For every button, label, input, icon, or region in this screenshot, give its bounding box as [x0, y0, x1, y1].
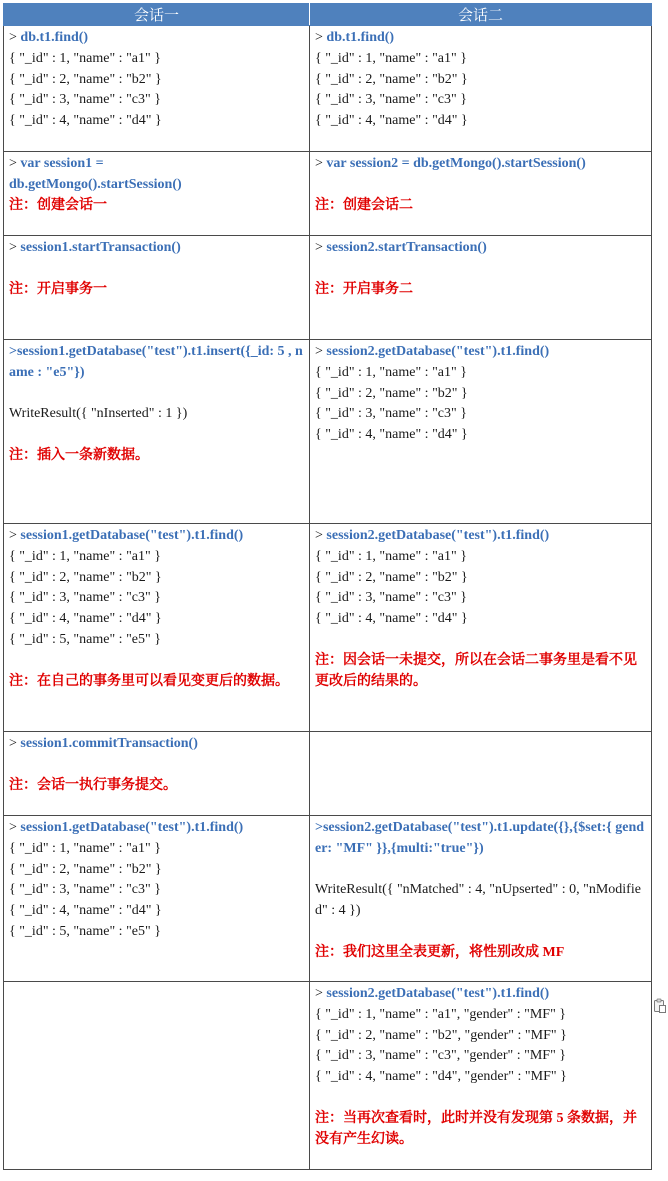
- output-line: { "_id" : 2, "name" : "b2" }: [315, 569, 468, 585]
- output-line: { "_id" : 1, "name" : "a1" }: [315, 50, 467, 66]
- note-text: 注：创建会话二: [315, 197, 413, 213]
- command-text: session1.getDatabase("test").t1.find(): [20, 820, 244, 835]
- command-text: db.t1.find(): [326, 30, 395, 45]
- note-text: 注：因会话一未提交，所以在会话二事务里是看不见更改后的结果的。: [315, 652, 637, 689]
- session-two-cell: [310, 816, 652, 982]
- session-two-cell: [310, 524, 652, 732]
- note-text: 注：会话一执行事务提交。: [9, 777, 177, 793]
- prompt-symbol: >: [9, 30, 21, 45]
- output-line: { "_id" : 4, "name" : "d4" }: [315, 611, 468, 627]
- session-one-cell: [4, 236, 310, 340]
- prompt-symbol: >: [9, 820, 21, 835]
- table-row: [4, 340, 652, 524]
- output-line: { "_id" : 3, "name" : "c3" }: [315, 92, 467, 108]
- output-line: { "_id" : 2, "name" : "b2" }: [315, 71, 468, 87]
- shell-command: [315, 238, 647, 259]
- session-two-cell: [310, 982, 652, 1170]
- blank-line: [315, 860, 647, 881]
- shell-command: db.getMongo().startSession(): [9, 176, 182, 192]
- table-row: [4, 236, 652, 340]
- output-line: { "_id" : 3, "name" : "c3" }: [315, 590, 467, 606]
- session-one-cell: [4, 816, 310, 982]
- prompt-symbol: >: [315, 986, 327, 1001]
- prompt-symbol: >: [315, 528, 327, 543]
- output-line: { "_id" : 2, "name" : "b2", "gender" : "MF" }: [315, 1027, 567, 1043]
- shell-command: [9, 154, 305, 175]
- table-row: [4, 982, 652, 1170]
- table-row: [4, 152, 652, 236]
- output-line: { "_id" : 1, "name" : "a1", "gender" : "MF" }: [315, 1006, 567, 1022]
- session-one-cell: [4, 524, 310, 732]
- note-text: 注：开启事务二: [315, 281, 413, 297]
- output-line: { "_id" : 1, "name" : "a1" }: [315, 548, 467, 564]
- output-line: { "_id" : 1, "name" : "a1" }: [9, 548, 161, 564]
- output-line: { "_id" : 4, "name" : "d4", "gender" : "MF" }: [315, 1069, 567, 1085]
- command-text: session2.getDatabase("test").t1.find(): [326, 528, 550, 543]
- command-text: session1.getDatabase("test").t1.find(): [20, 528, 244, 543]
- shell-command: [315, 526, 647, 547]
- command-text: session1.commitTransaction(): [20, 736, 198, 751]
- session-one-cell: [4, 26, 310, 152]
- output-line: { "_id" : 4, "name" : "d4" }: [315, 427, 468, 443]
- blank-line: [9, 259, 305, 280]
- output-line: WriteResult({ "nMatched" : 4, "nUpserted" : 0, "nModified" : 4 }): [315, 882, 641, 919]
- note-text: 注：当再次查看时，此时并没有发现第 5 条数据，并没有产生幻读。: [315, 1110, 637, 1147]
- output-line: { "_id" : 3, "name" : "c3" }: [9, 590, 161, 606]
- session-two-cell: [310, 340, 652, 524]
- output-line: { "_id" : 1, "name" : "a1" }: [315, 364, 467, 380]
- session-two-cell: [310, 26, 652, 152]
- blank-line: [315, 922, 647, 943]
- output-line: { "_id" : 3, "name" : "c3" }: [315, 406, 467, 422]
- output-line: { "_id" : 1, "name" : "a1" }: [9, 50, 161, 66]
- output-line: { "_id" : 4, "name" : "d4" }: [315, 113, 468, 129]
- blank-line: [315, 1088, 647, 1109]
- session-one-cell: [4, 340, 310, 524]
- shell-command: [9, 28, 305, 49]
- table-row: [4, 732, 652, 816]
- output-line: { "_id" : 3, "name" : "c3" }: [9, 882, 161, 898]
- shell-command: [9, 734, 305, 755]
- shell-command: [315, 154, 647, 175]
- command-text: db.t1.find(): [20, 30, 89, 45]
- prompt-symbol: >: [9, 156, 21, 171]
- note-text: 注：我们这里全表更新，将性别改成 MF: [315, 944, 565, 960]
- shell-command: [9, 238, 305, 259]
- session-two-cell: [310, 152, 652, 236]
- table-row: [4, 26, 652, 152]
- command-text: var session2 = db.getMongo().startSession(): [326, 156, 586, 171]
- output-line: { "_id" : 2, "name" : "b2" }: [9, 569, 162, 585]
- blank-line: [315, 630, 647, 651]
- blank-line: [9, 755, 305, 776]
- session-two-cell: [310, 732, 652, 816]
- command-text: session1.startTransaction(): [20, 240, 181, 255]
- shell-command: [9, 818, 305, 839]
- session-one-cell: [4, 732, 310, 816]
- output-line: { "_id" : 4, "name" : "d4" }: [9, 113, 162, 129]
- command-text: session2.startTransaction(): [326, 240, 487, 255]
- note-text: 注：开启事务一: [9, 281, 107, 297]
- output-line: { "_id" : 5, "name" : "e5" }: [9, 631, 161, 647]
- prompt-symbol: >: [315, 156, 327, 171]
- output-line: { "_id" : 4, "name" : "d4" }: [9, 903, 162, 919]
- blank-line: [315, 175, 647, 196]
- blank-line: [9, 384, 305, 405]
- session-two-cell: [310, 236, 652, 340]
- blank-line: [9, 651, 305, 672]
- output-line: { "_id" : 3, "name" : "c3", "gender" : "MF" }: [315, 1048, 567, 1064]
- blank-line: [9, 425, 305, 446]
- note-text: 注：在自己的事务里可以看见变更后的数据。: [9, 673, 289, 689]
- command-text: session2.getDatabase("test").t1.find(): [326, 986, 550, 1001]
- table-row: [4, 524, 652, 732]
- note-text: 注：创建会话一: [9, 197, 107, 213]
- prompt-symbol: >: [9, 528, 21, 543]
- prompt-symbol: >: [9, 736, 21, 751]
- output-line: { "_id" : 1, "name" : "a1" }: [9, 840, 161, 856]
- header-session-two: 会话二: [310, 4, 652, 26]
- paste-options-icon[interactable]: [653, 998, 667, 1014]
- shell-command: [9, 526, 305, 547]
- prompt-symbol: >: [315, 30, 327, 45]
- shell-command: [315, 28, 647, 49]
- output-line: { "_id" : 4, "name" : "d4" }: [9, 611, 162, 627]
- session-one-cell: [4, 152, 310, 236]
- prompt-symbol: >: [315, 344, 327, 359]
- shell-command: >session1.getDatabase("test").t1.insert({_id: 5 , name : "e5"}): [9, 344, 303, 380]
- blank-line: [315, 259, 647, 280]
- note-text: 注：插入一条新数据。: [9, 447, 149, 463]
- session-one-cell: [4, 982, 310, 1170]
- output-line: { "_id" : 2, "name" : "b2" }: [9, 861, 162, 877]
- table-row: [4, 816, 652, 982]
- session-comparison-table: [3, 3, 652, 1170]
- output-line: WriteResult({ "nInserted" : 1 }): [9, 406, 188, 422]
- header-session-one: 会话一: [4, 4, 310, 26]
- shell-command: [315, 984, 647, 1005]
- output-line: { "_id" : 2, "name" : "b2" }: [315, 385, 468, 401]
- shell-command: [315, 342, 647, 363]
- command-text: session2.getDatabase("test").t1.find(): [326, 344, 550, 359]
- output-line: { "_id" : 2, "name" : "b2" }: [9, 71, 162, 87]
- prompt-symbol: >: [9, 240, 21, 255]
- output-line: { "_id" : 5, "name" : "e5" }: [9, 923, 161, 939]
- prompt-symbol: >: [315, 240, 327, 255]
- table-header-row: [4, 4, 652, 26]
- command-text: var session1 =: [20, 156, 104, 171]
- output-line: { "_id" : 3, "name" : "c3" }: [9, 92, 161, 108]
- shell-command: >session2.getDatabase("test").t1.update({},{$set:{ gender: "MF" }},{multi:"true"}): [315, 820, 645, 856]
